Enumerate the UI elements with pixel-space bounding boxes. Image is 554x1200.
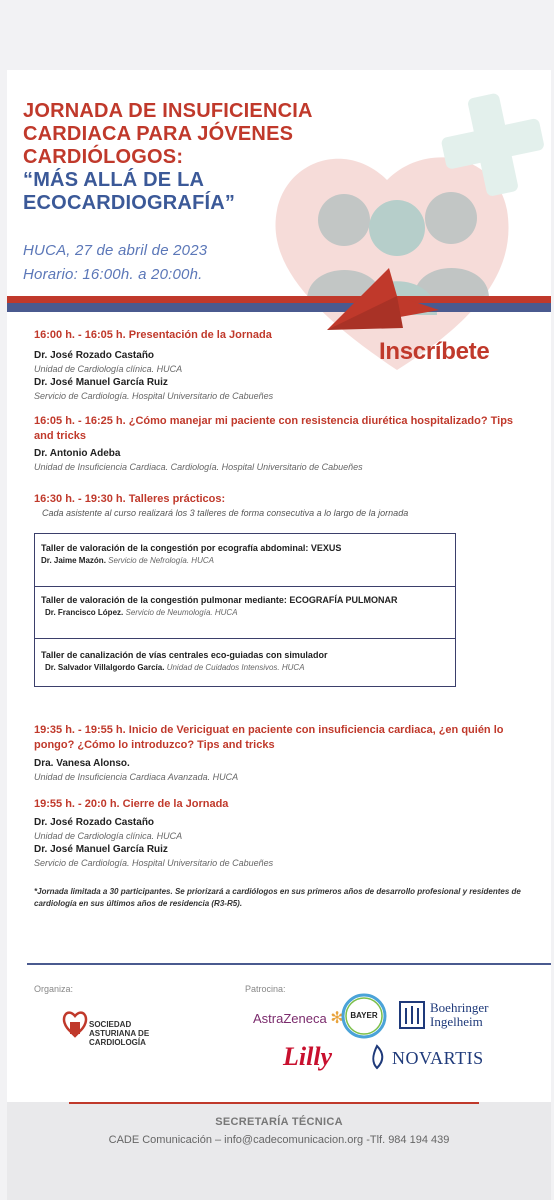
workshop-item (35, 542, 455, 567)
footer-contact[interactable]: CADE Comunicación – info@cadecomunicacion.org -Tlf. 984 194 439 (108, 1134, 450, 1146)
lilly-logo: Lilly (283, 1042, 333, 1071)
session-presentation (34, 328, 524, 403)
astrazeneca-logo: AstraZeneca ✻ (253, 1010, 344, 1027)
workshop-instructor: Dr. Francisco López. (45, 608, 124, 617)
astrazeneca-symbol-icon: ✻ (330, 1010, 344, 1027)
title-main: JORNADA DE INSUFICIENCIA CARDIACA PARA JÓVENES CARDIÓLOGOS: (23, 100, 312, 168)
speaker-affiliation: Servicio de Cardiología. Hospital Universitario de Cabueñes (34, 858, 274, 868)
sac-name: SOCIEDAD ASTURIANA DE CARDIOLOGÍA (89, 1020, 150, 1047)
section-divider (27, 963, 551, 965)
workshop-instructor: Dr. Jaime Mazón. (41, 556, 106, 565)
session-closing (34, 797, 524, 870)
speaker-name: Dr. José Manuel García Ruiz (34, 377, 168, 388)
header-band-blue (7, 303, 551, 312)
workshop-title: Taller de canalización de vías centrales eco-guiadas con simulador (41, 650, 328, 660)
bayer-text: BAYER (350, 1011, 378, 1020)
session-heading: 16:05 h. - 16:25 h. ¿Cómo manejar mi paciente con resistencia diurética hospitalizado? Tips and tricks (34, 415, 514, 442)
speaker-name: Dr. Antonio Adeba (34, 448, 121, 459)
speaker-affiliation: Unidad de Insuficiencia Cardiaca. Cardiología. Hospital Universitario de Cabueñes (34, 462, 363, 472)
speaker-name: Dr. José Rozado Castaño (34, 350, 155, 361)
workshop-divider (35, 586, 455, 587)
workshop-item (35, 594, 455, 619)
workshop-title: Taller de valoración de la congestión por ecografía abdominal: VEXUS (41, 543, 342, 553)
novartis-flame-icon (367, 1044, 387, 1070)
sponsor-label: Patrocina: (245, 984, 286, 994)
speaker-affiliation: Unidad de Cardiología clínica. HUCA (34, 831, 183, 841)
session-heading: 19:35 h. - 19:55 h. Inicio de Vericiguat en paciente con insuficiencia cardiaca, ¿en quién lo pongo? ¿Cómo lo introduzco? Tips and tricks (34, 724, 504, 751)
workshop-affiliation: Servicio de Neumología. HUCA (125, 608, 238, 617)
speaker-affiliation: Unidad de Cardiología clínica. HUCA (34, 364, 183, 374)
session-workshops (34, 492, 524, 520)
speaker-affiliation: Unidad de Insuficiencia Cardiaca Avanzada. HUCA (34, 772, 239, 782)
session-diuretic-resistance (34, 414, 524, 474)
title-subtitle: “MÁS ALLÁ DE LA ECOCARDIOGRAFÍA” (23, 169, 236, 214)
speaker-affiliation: Servicio de Cardiología. Hospital Universitario de Cabueñes (34, 391, 274, 401)
speaker-name: Dra. Vanesa Alonso. (34, 758, 130, 769)
session-heading: 19:55 h. - 20:0 h. Cierre de la Jornada (34, 798, 229, 810)
workshop-affiliation: Servicio de Nefrología. HUCA (108, 556, 214, 565)
workshops-table (34, 533, 456, 687)
footer (7, 1102, 551, 1200)
organizer-label: Organiza: (34, 984, 74, 994)
novartis-logo: NOVARTIS (392, 1048, 484, 1068)
workshop-title: Taller de valoración de la congestión pulmonar mediante: ECOGRAFÍA PULMONAR (41, 595, 398, 605)
session-vericiguat (34, 723, 524, 784)
speaker-name: Dr. José Manuel García Ruiz (34, 844, 168, 855)
event-title (23, 100, 363, 215)
workshop-instructor: Dr. Salvador Villalgordo García. (45, 663, 165, 672)
boehringer-text: Boehringer Ingelheim (430, 1000, 489, 1029)
register-button[interactable]: Inscríbete (379, 338, 490, 365)
footer-divider (69, 1102, 479, 1104)
flyer-page (7, 70, 551, 1200)
workshop-divider (35, 638, 455, 639)
footer-title: SECRETARÍA TÉCNICA (215, 1116, 343, 1128)
session-heading: 16:00 h. - 16:05 h. Presentación de la Jornada (34, 329, 272, 341)
header-band-red (7, 296, 551, 303)
workshop-affiliation: Unidad de Cuidados Intensivos. HUCA (166, 663, 305, 672)
event-schedule: Horario: 16:00h. a 20:00h. (23, 266, 203, 283)
workshop-item (35, 649, 455, 674)
session-heading: 16:30 h. - 19:30 h. Talleres prácticos: (34, 493, 226, 505)
session-description: Cada asistente al curso realizará los 3 talleres de forma consecutiva a lo largo de la jornada (42, 508, 409, 518)
boehringer-icon (399, 1001, 425, 1029)
participation-note: *Jornada limitada a 30 participantes. Se priorizará a cardiólogos en sus primeros años de desarrollo profesional y residentes de cardiología en sus últimos años de residencia (R3-R5). (34, 887, 521, 908)
speaker-name: Dr. José Rozado Castaño (34, 817, 155, 828)
event-date: HUCA, 27 de abril de 2023 (23, 242, 208, 259)
